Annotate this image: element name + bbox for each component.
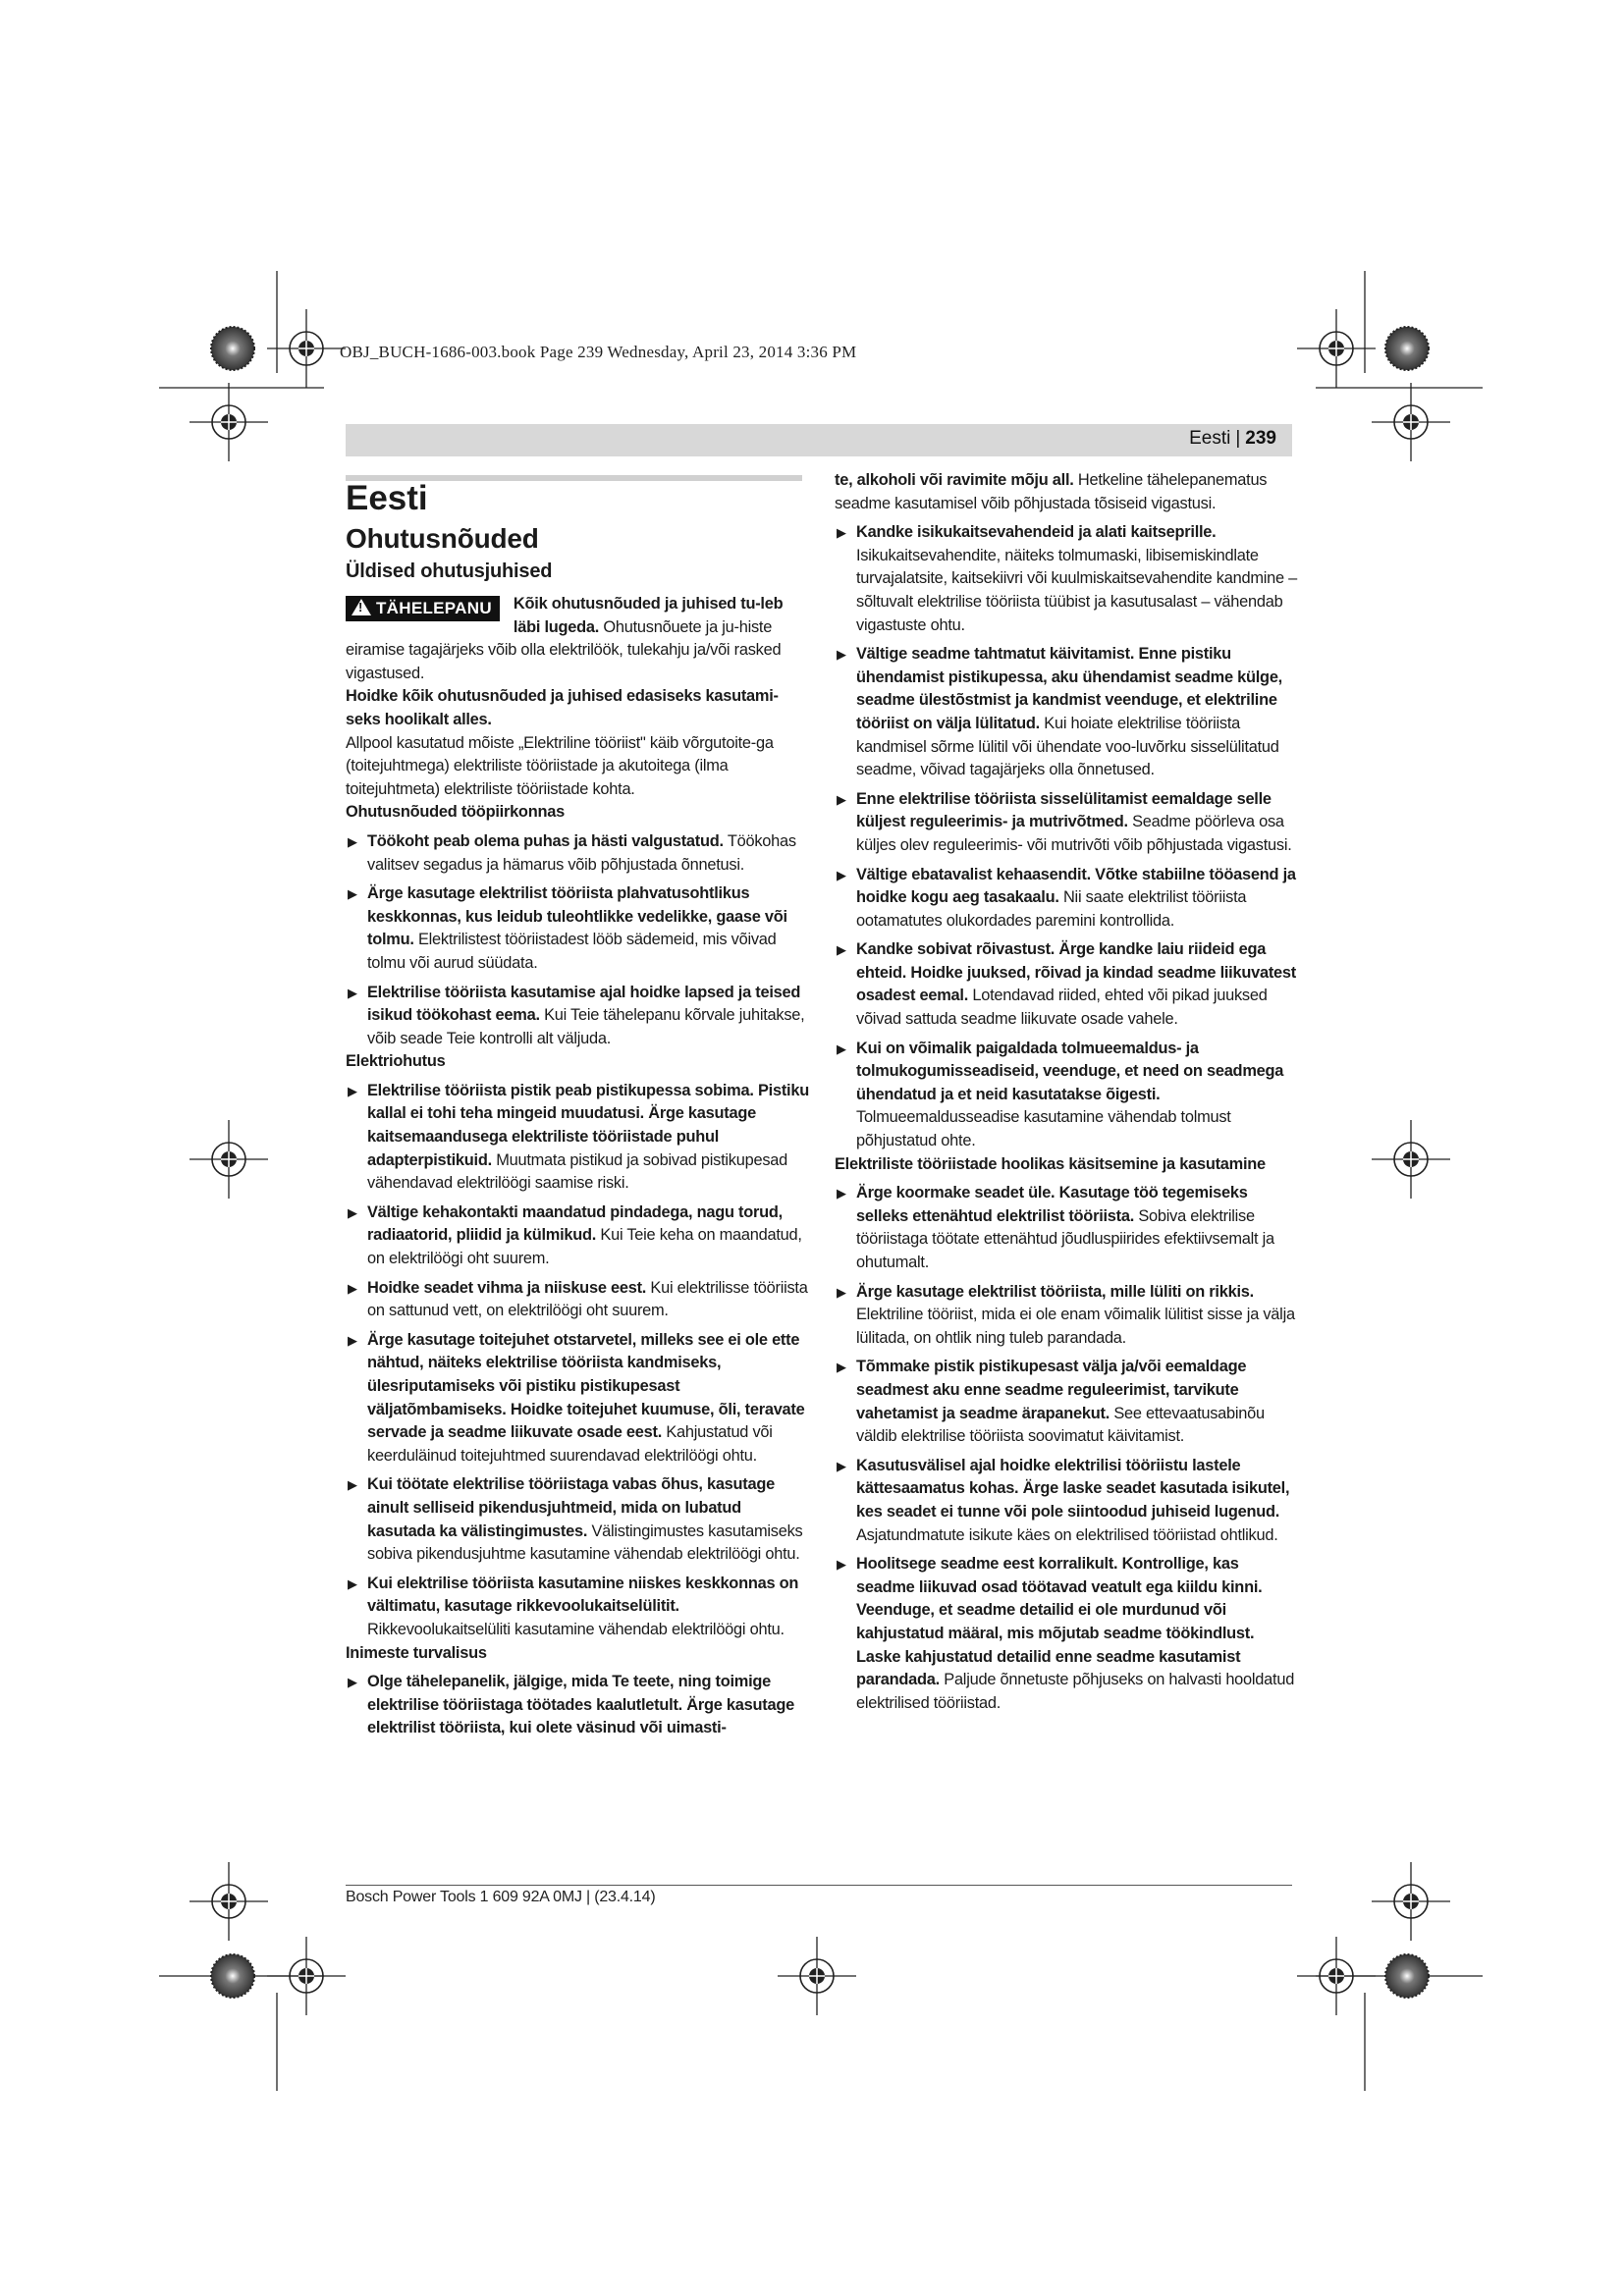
bullet-text: Muutmata pistikud ja sobivad pistikupesad vähendavad elektrilöögi saamise riski. [367,1150,787,1193]
bullet-text: Rikkevoolukaitselüliti kasutamine vähendab elektrilöögi ohtu. [367,1620,785,1638]
section-heading: Inimeste turvalisus [346,1643,487,1662]
bullet-bold-text: Ärge koormake seadet üle. Kasutage töö tegemiseks selleks ettenähtud elektrilist tööriista. [856,1184,1248,1225]
warning-badge-label: TÄHELEPANU [376,599,492,617]
bullet-bold-text: Tõmmake pistik pistikupesast välja ja/või eemaldage seadmest aku enne seadme reguleerimist, tarvikute vahetamist ja seadme ärapanekut. [856,1358,1247,1422]
keep-instructions: Hoidke kõik ohutusnõuded ja juhised edasiseks kasutami-seks hoolikalt alles. [346,687,779,728]
warning-triangle-icon [352,599,371,615]
bullet-bold-text: Enne elektrilise tööriista sisselülitamist eemaldage selle küljest reguleerimis- ja mutrivõtmed. [856,789,1272,831]
bullet-text: Elektriline tööriist, mida ei ole enam võimalik lülitist sisse ja välja lülitada, on ohtlik ning tuleb parandada. [856,1306,1295,1347]
file-header: OBJ_BUCH-1686-003.book Page 239 Wednesday, April 23, 2014 3:36 PM [340,343,857,361]
bullet-bold-text: Ärge kasutage toitejuhet otstarvetel, milleks see ei ole ette nähtud, näiteks elektrilise tööriista kandmiseks, ülesriputamiseks või pistiku pistikupesast väljatõmbamiseks. Hoidke toitejuhet kuumuse, õli, teravate servade ja seadme liikuvate osade eest. [367,1330,805,1442]
bullet-bold-text: Kui on võimalik paigaldada tolmueemaldus- ja tolmukogumisseadiseid, veenduge, et need on seadmega ühendatud ja et neid kasutatakse õigesti. [856,1039,1284,1103]
bullet-text: Kahjustatud või keerduläinud toitejuhtmed suurendavad elektrilöögi ohtu. [367,1423,773,1465]
section-heading: Ohutusnõuded tööpiirkonnas [346,803,565,822]
section-heading: Elektriohutus [346,1052,446,1071]
bullet-arrow-icon: ▶ [348,1477,357,1493]
bullet-item [346,982,812,1051]
left-column [346,473,812,1740]
right-items [835,521,1301,1152]
warning-badge [346,596,500,621]
bullet-bold-text: Kandke isikukaitsevahendeid ja alati kaitseprille. [856,523,1217,542]
bullet-bold-text: Kui töötate elektrilise tööriistaga vabas õhus, kasutage ainult selliseid pikendusjuhtmeid, mida on lubatud kasutada ka välistingimustes. [367,1475,776,1540]
bullet-bold-text: Ärge kasutage elektrilist tööriista plahvatusohtlikus keskkonnas, kus leidub tuleohtlikke vedelikke, gaase või tolmu. [367,884,787,949]
bullet-text: Sobiva elektrilise tööriistaga töötate ettenähtud jõudluspiirides efektiivsemalt ja ohutumalt. [856,1206,1274,1271]
bullet-bold-text: Ärge kasutage elektrilist tööriista, mille lüliti on rikkis. [856,1282,1254,1301]
page-header-bar [346,424,1292,456]
bullet-item [835,1182,1301,1274]
language-title: Eesti [346,479,428,517]
bullet-bold-text: Kui elektrilise tööriista kasutamine niiskes keskkonnas on vältimatu, kasutage rikkevoolukaitselülitit. [367,1574,799,1616]
bullet-text: Kui Teie keha on maandatud, on elektrilöögi oht suurem. [367,1226,802,1268]
bullet-arrow-icon: ▶ [837,1186,846,1201]
bullet-arrow-icon: ▶ [837,1557,846,1573]
bullet-bold-text: Elektrilise tööriista kasutamise ajal hoidke lapsed ja teised isikud töökohast eema. [367,983,801,1025]
bullet-bold-text: Kandke sobivat rõivastust. Ärge kandke laiu riideid ega ehteid. Hoidke juuksed, rõivad ja kindad seadme liikuvatest osadest eemal. [856,940,1296,1005]
page-number: 239 [1245,428,1276,449]
bullet-text: Tolmueemaldusseadise kasutamine vähendab tolmust põhjustatud ohte. [856,1108,1231,1150]
bullet-item [835,1038,1301,1153]
bullet-text: Kui Teie tähelepanu kõrvale juhitakse, võib seade Teie kontrolli alt väljuda. [367,1006,805,1047]
page-label [1189,428,1276,450]
bullet-item [346,1473,812,1566]
bullet-text: Asjatundmatute isikute käes on elektrilised tööriistad ohtlikud. [856,1525,1278,1544]
bullet-text: Töökohas valitsev segadus ja hämarus võib põhjustada õnnetusi. [367,831,796,874]
section-title: Ohutusnõuded [346,523,539,554]
bullet-item [835,788,1301,858]
bullet-item [346,830,812,877]
bullet-bold-text: Vältige ebatavalist kehaasendit. Võtke stabiilne tööasend ja hoidke kogu aeg tasakaalu. [856,865,1296,907]
bullet-bold-text: Elektrilise tööriista pistik peab pistikupessa sobima. Pistiku kallal ei tohi teha mingeid muudatusi. Ärge kasutage kaitsemaandusega elektriliste tööriistade puhul adapterpistikuid. [367,1081,809,1169]
bullet-text: Kui elektrilisse tööriista on sattunud vett, on elektrilöögi oht suurem. [367,1278,808,1320]
bullet-arrow-icon: ▶ [837,647,846,663]
bullet-arrow-icon: ▶ [348,985,357,1000]
bullet-text: Seadme pöörleva osa küljes olev reguleerimis- või mutrivõti võib põhjustada vigastusi. [856,813,1292,854]
continued-item [835,469,1301,515]
bullet-item [835,864,1301,934]
page-label-separator: | [1235,428,1241,449]
subsection-title: Üldised ohutusjuhised [346,561,553,582]
bullet-item [346,1329,812,1468]
bullet-arrow-icon: ▶ [837,1284,846,1300]
bullet-text: Nii saate elektrilist tööriista ootamatutes olukordades paremini kontrollida. [856,888,1247,930]
bullet-arrow-icon: ▶ [837,942,846,958]
warning-text: Ohutusnõuete ja ju-histe eiramise tagajärjeks võib olla elektrilöök, tulekahju ja/või rasked vigastused. [346,617,782,682]
bullet-text: Kui hoiate elektrilise tööriista kandmisel sõrme lülitil või ühendate voo-luvõrku sisselülitatud seadme, võivad tagajärjeks olla õnnetused. [856,714,1279,779]
bullet-text: Paljude õnnetuste põhjuseks on halvasti hooldatud elektrilised tööriistad. [856,1671,1295,1712]
bullet-arrow-icon: ▶ [837,867,846,882]
bullet-item [835,643,1301,782]
bullet-arrow-icon: ▶ [837,525,846,541]
bullet-item [346,882,812,975]
bullet-bold-text: Kasutusvälisel ajal hoidke elektrilisi tööriistu lastele kättesaamatus kohas. Ärge laske seadet kasutada isikutel, kes seadet ei tunne või pole siintoodud juhiseid lugenud. [856,1456,1290,1521]
bullet-item [346,1080,812,1196]
bullet-arrow-icon: ▶ [837,1458,846,1473]
right-section-heading: Elektriliste tööriistade hoolikas käsitsemine ja kasutamine [835,1154,1266,1173]
bullet-text: Lotendavad riided, ehted või pikad juuksed võivad sattuda seadme liikuvate osade vahele. [856,987,1268,1029]
bullet-arrow-icon: ▶ [348,1280,357,1296]
bullet-arrow-icon: ▶ [348,1575,357,1591]
bullet-bold-text: Töökoht peab olema puhas ja hästi valgustatud. [367,831,724,850]
left-sections [346,801,812,1740]
bullet-arrow-icon: ▶ [348,1332,357,1348]
bullet-arrow-icon: ▶ [348,1675,357,1690]
bullet-item [835,1455,1301,1547]
bullet-item [835,1281,1301,1351]
bullet-text: Välistingimustes kasutamiseks sobiva pikendusjuhtme kasutamine vähendab elektrilöögi ohtu. [367,1522,803,1564]
warning-bold-text: Kõik ohutusnõuded ja juhised tu-leb läbi lugeda. [513,595,784,636]
bullet-text: See ettevaatusabinõu väldib elektrilise tööriista soovimatut käivitamist. [856,1404,1265,1446]
right-column [835,469,1301,1715]
bullet-arrow-icon: ▶ [348,1083,357,1098]
bullet-item [835,521,1301,637]
bullet-arrow-icon: ▶ [348,1204,357,1220]
page-language: Eesti [1189,428,1231,449]
bullet-text: Isikukaitsevahendite, näiteks tolmumaski, libisemiskindlate turvajalatsite, kaitsekiivri või kuulmiskaitsevahendite kandmine – sõltuvalt elektrilise tööriista tüübist ja kasutusalast – vähendab vigastuste ohtu. [856,546,1298,634]
footer: Bosch Power Tools 1 609 92A 0MJ | (23.4.14) [346,1889,656,1905]
bullet-bold-text: Hoolitsege seadme eest korralikult. Kontrollige, kas seadme liikuvad osad töötavad veatult ega kiildu kinni. Veenduge, et seadme detailid ei ole murdunud või kahjustatud määral, mis mõjutab seadme töökindlust. Laske kahjustatud detailid enne seadme kasutamist parandada. [856,1555,1263,1689]
continued-item-bold: te, alkoholi või ravimite mõju all. [835,471,1074,489]
bullet-bold-text: Hoidke seadet vihma ja niiskuse eest. [367,1278,647,1297]
bullet-bold-text: Olge tähelepanelik, jälgige, mida Te teete, ning toimige elektrilise tööriistaga töötades kaalutletult. Ärge kasutage elektrilist tööriista, kui olete väsinud või uimasti- [367,1673,794,1737]
bullet-arrow-icon: ▶ [837,791,846,807]
bullet-item [835,938,1301,1031]
bullet-item [346,1671,812,1740]
bullet-item [346,1573,812,1642]
warning-block [346,593,812,685]
bullet-item [835,1553,1301,1715]
bullet-item [346,1277,812,1323]
bullet-item [835,1356,1301,1448]
bullet-item [346,1201,812,1271]
bullet-arrow-icon: ▶ [348,833,357,849]
bullet-arrow-icon: ▶ [837,1041,846,1056]
definition-paragraph: Allpool kasutatud mõiste „Elektriline tööriist" käib võrgutoite-ga (toitejuhtmega) elektriliste tööriistade ja akutoitega (ilma toitejuhtmeta) elektriliste tööriistade kohta. [346,733,774,798]
bullet-arrow-icon: ▶ [837,1360,846,1375]
bullet-bold-text: Vältige kehakontakti maandatud pindadega, nagu torud, radiaatorid, pliidid ja külmikud. [367,1202,783,1245]
bullet-bold-text: Vältige seadme tahtmatut käivitamist. Enne pistiku ühendamist pistikupessa, aku ühendamist seadme külge, seadme ülestõstmist ja kandmist veenduge, et elektriline tööriist on välja lülitatud. [856,645,1282,732]
right-section-items [835,1182,1301,1715]
continued-item-text: Hetkeline tähelepanematus seadme kasutamisel võib põhjustada tõsiseid vigastusi. [835,471,1268,512]
bullet-arrow-icon: ▶ [348,886,357,902]
footer-rule [346,1885,1292,1886]
bullet-text: Elektrilistest tööriistadest lööb sädemeid, mis võivad tolmu või aurud süüdata. [367,931,777,972]
